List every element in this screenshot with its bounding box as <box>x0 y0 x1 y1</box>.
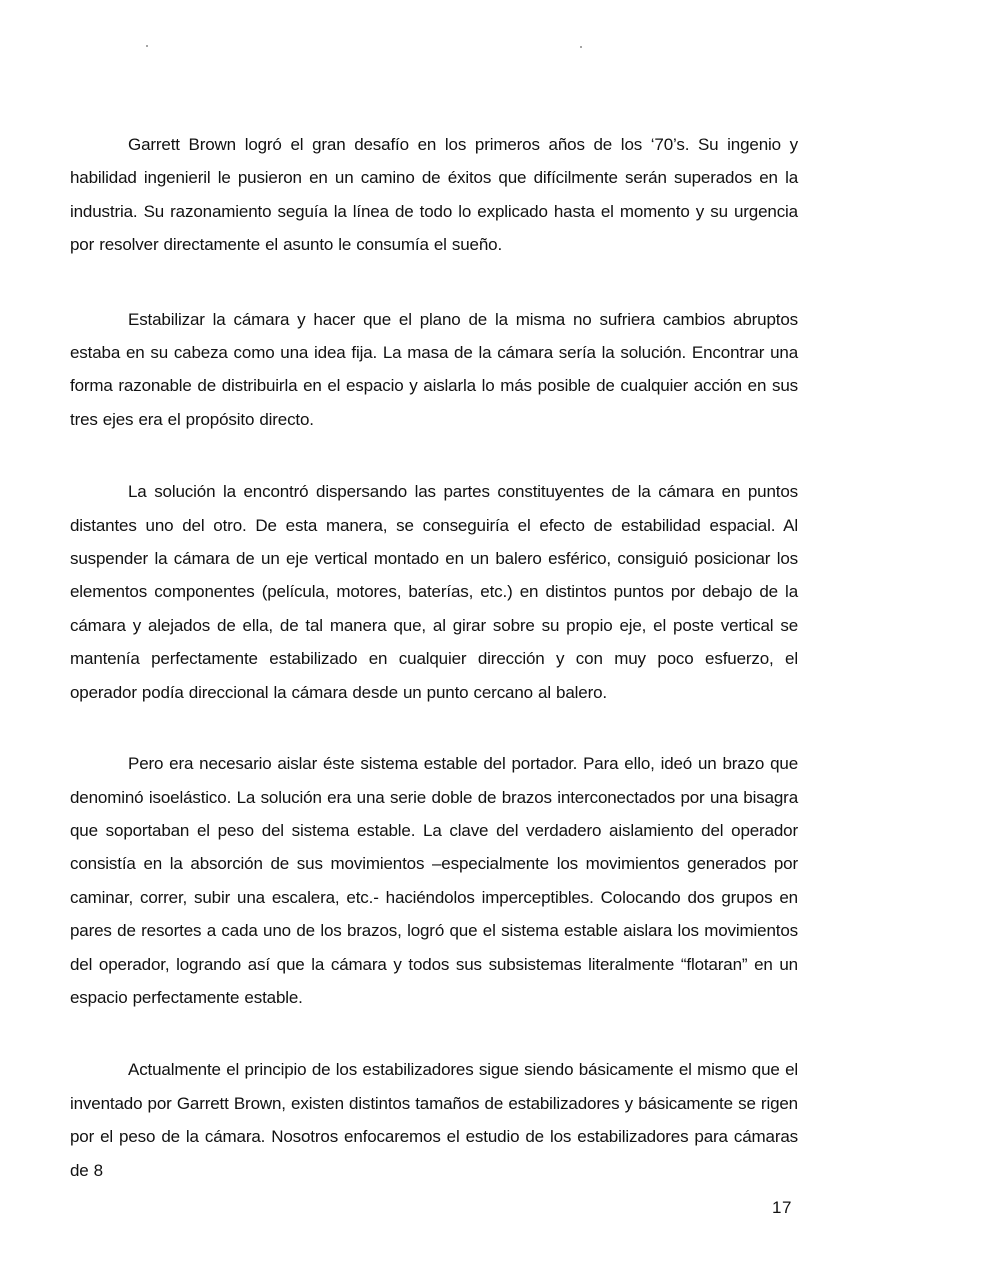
paragraph-2: Estabilizar la cámara y hacer que el plano de la misma no sufriera cambios abruptos estaba en su cabeza como una idea fija. La masa de la cámara sería la solución. Encontrar una forma razonable de distribuirla en el espacio y aislarla lo más posible de cualquier acción en sus tres ejes era el propósito directo. <box>70 309 798 429</box>
paragraph-5: Actualmente el principio de los estabilizadores sigue siendo básicamente el mismo que el inventado por Garrett Brown, existen distintos tamaños de estabilizadores y básicamente se rigen por el peso de la cámara. Nosotros enfocaremos el estudio de los estabilizadores para cámaras de 8 <box>70 1060 798 1180</box>
page-number: 17 <box>772 1198 792 1217</box>
paragraph-3: La solución la encontró dispersando las partes constituyentes de la cámara en puntos distantes uno del otro. De esta manera, se conseguiría el efecto de estabilidad espacial. Al suspender la cámara de un eje vertical montado en un balero esférico, consiguió posicionar los elementos componentes (película, motores, baterías, etc.) en distintos puntos por debajo de la cámara y alejados de ella, de tal manera que, al girar sobre su propio eje, el poste vertical se mantenía perfectamente estabilizado en cualquier dirección y con muy poco esfuerzo, el operador podía direccional la cámara desde un punto cercano al balero. <box>70 482 798 702</box>
paragraph-1: Garrett Brown logró el gran desafío en los primeros años de los ‘70’s. Su ingenio y habilidad ingenieril le pusieron en un camino de éxitos que difícilmente serán superados en la industria. Su razonamiento seguía la línea de todo lo explicado hasta el momento y su urgencia por resolver directamente el asunto le consumía el sueño. <box>70 135 798 255</box>
paragraph-4: Pero era necesario aislar éste sistema estable del portador. Para ello, ideó un brazo que denominó isoelástico. La solución era una serie doble de brazos interconectados por una bisagra que soportaban el peso del sistema estable. La clave del verdadero aislamiento del operador consistía en la absorción de sus movimientos –especialmente los movimientos generados por caminar, correr, subir una escalera, etc.- haciéndolos imperceptibles. Colocando dos grupos en pares de resortes a cada uno de los brazos, logró que el sistema estable aislara los movimientos del operador, logrando así que la cámara y todos sus subsistemas literalmente “flotaran” en un espacio perfectamente estable. <box>70 754 798 1007</box>
scan-speck <box>580 46 582 48</box>
body-text <box>70 128 798 1187</box>
scan-speck <box>146 45 148 47</box>
